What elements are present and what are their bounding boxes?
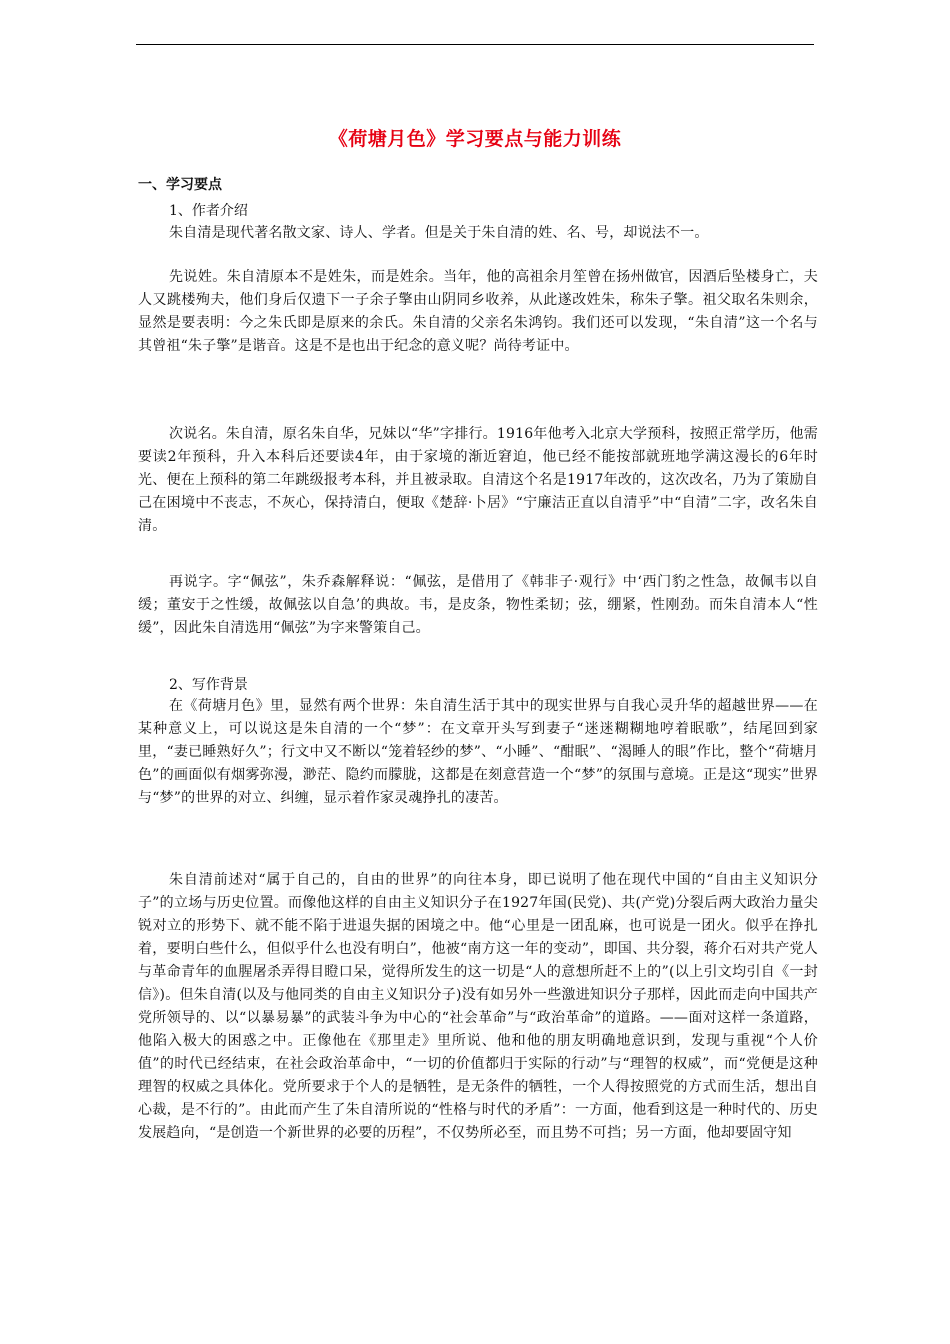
paragraph-given-name: 次说名。朱自清，原名朱自华，兄妹以“华”字排行。1916年他考入北京大学预科，按照正常学历，他需要读2年预科，升入本科后还要读4年，由于家境的渐近窘迫，他已经不能按部就班地学满这漫长的6年时光、便在上预科的第二年跳级报考本科，并且被录取。自清这个名是1917年改的，这次改名，乃为了策励自己在困境中不丧志，不灰心，保持清白，便取《楚辞·卜居》“宁廉洁正直以自清乎”中“自清”二字，改名朱自清。 xyxy=(138,426,818,534)
document-title: 《荷塘月色》学习要点与能力训练 xyxy=(328,128,622,150)
section-heading-learning-points: 一、学习要点 xyxy=(138,177,222,193)
header-rule xyxy=(136,44,814,45)
subheading-author-intro: 1、作者介绍 xyxy=(169,203,248,219)
paragraph-two-worlds: 在《荷塘月色》里，显然有两个世界：朱自清生活于其中的现实世界与自我心灵升华的超越世界——在某种意义上，可以说这是朱自清的一个“梦”：在文章开头写到妻子“迷迷糊糊地哼着眠歌”，结尾回到家里，“妻已睡熟好久”；行文中又不断以“笼着轻纱的梦”、“小睡”、“酣眠”、“渴睡人的眼”作比，整个“荷塘月色”的画面似有烟雾弥漫，渺茫、隐约而朦胧，这都是在刻意营造一个“梦”的氛围与意境。正是这“现实”世界与“梦”的世界的对立、纠缠，显示着作家灵魂挣扎的凄苦。 xyxy=(138,698,818,806)
subheading-writing-background: 2、写作背景 xyxy=(169,677,248,693)
paragraph-surname: 先说姓。朱自清原本不是姓朱，而是姓余。当年，他的高祖余月笙曾在扬州做官，因酒后坠楼身亡，夫人又跳楼殉夫，他们身后仅遗下一子余子擎由山阴同乡收养，从此遂改姓朱，称朱子擎。祖父取名朱则余，显然是要表明：今之朱氏即是原来的余氏。朱自清的父亲名朱鸿钧。我们还可以发现，“朱自清”这一个名与其曾祖“朱子擎”是谐音。这是不是也出于纪念的意义呢？尚待考证中。 xyxy=(138,269,818,354)
paragraph-liberal-intellectual: 朱自清前述对“属于自己的，自由的世界”的向往本身，即已说明了他在现代中国的“自由主义知识分子”的立场与历史位置。而像他这样的自由主义知识分子在1927年国(民党)、共(产党)分裂后两大政治力量尖锐对立的形势下、就不能不陷于进退失据的困境之中。他“心里是一团乱麻，也可说是一团火。似乎在挣扎着，要明白些什么，但似乎什么也没有明白”，他被“南方这一年的变动”，即国、共分裂，蒋介石对共产党人与革命青年的血腥屠杀弄得目瞪口呆，觉得所发生的这一切是“人的意想所赶不上的”(以上引文均引自《一封信》)。但朱自清(以及与他同类的自由主义知识分子)没有如另外一些激进知识分子那样，因此而走向中国共产党所领导的、以“以暴易暴”的武装斗争为中心的“社会革命”与“政治革命”的道路。——面对这样一条道路，他陷入极大的困惑之中。正像他在《那里走》里所说、他和他的朋友明确地意识到，发现与重视“个人价值”的时代已经结束，在社会政治革命中，“一切的价值都归于实际的行动”与“理智的权威”，而“党便是这种理智的权威之具体化。党所要求于个人的是牺牲，是无条件的牺牲，一个人得按照党的方式而生活，想出自心裁，是不行的”。由此而产生了朱自清所说的“性格与时代的矛盾”：一方面，他看到这是一种时代的、历史发展趋向，“是创造一个新世界的必要的历程”，不仅势所必至，而且势不可挡；另一方面，他却要固守知 xyxy=(138,872,818,1141)
paragraph-intro: 朱自清是现代著名散文家、诗人、学者。但是关于朱自清的姓、名、号，却说法不一。 xyxy=(169,225,709,241)
paragraph-courtesy-name: 再说字。字“佩弦”，朱乔森解释说：“佩弦，是借用了《韩非子·观行》中‘西门豹之性急，故佩韦以自缓；董安于之性缓，故佩弦以自急’的典故。韦，是皮条，物性柔韧；弦，绷紧，性刚劲。而朱自清本人“性缓”，因此朱自清选用“佩弦”为字来警策自己。 xyxy=(138,574,818,636)
